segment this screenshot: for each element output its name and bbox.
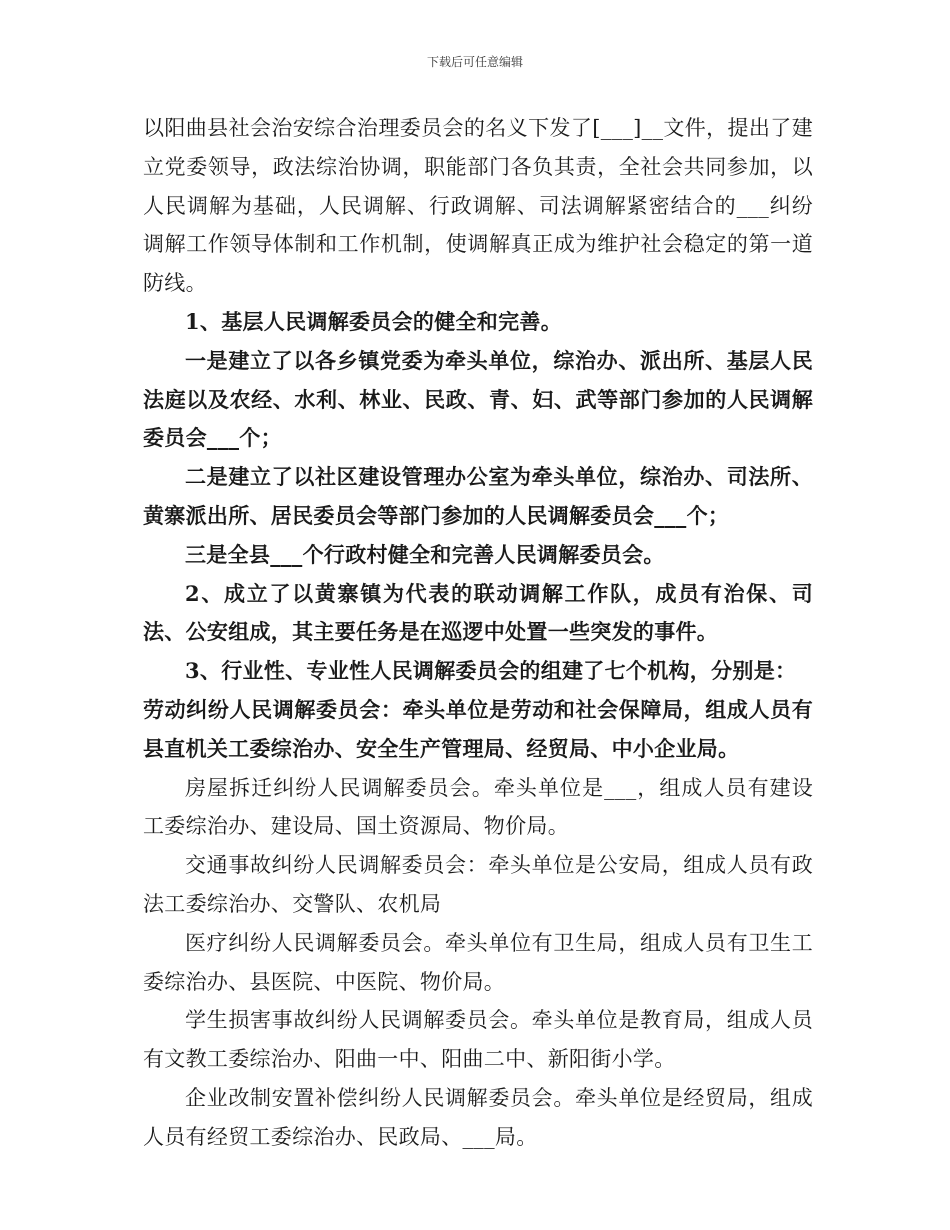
paragraph-traffic: 交通事故纠纷人民调解委员会：牵头单位是公安局，组成人员有政法工委综治办、交警队、农机局 [143,853,813,916]
paragraph-item-3: 三是全县___个行政村健全和完善人民调解委员会。 [185,541,665,567]
page-header: 下载后可任意编辑 [426,55,523,69]
document-body [143,109,813,1157]
heading-2: 2、成立了以黄寨镇为代表的联动调解工作队，成员有治保、司法、公安组成，其主要任务是在巡逻中处置一些突发的事件。 [143,580,813,645]
paragraph-medical: 医疗纠纷人民调解委员会。牵头单位有卫生局，组成人员有卫生工委综治办、县医院、中医院、物价局。 [143,930,813,994]
paragraph-item-1: 一是建立了以各乡镇党委为牵头单位，综治办、派出所、基层人民法庭以及农经、水利、林业、民政、青、妇、武等部门参加的人民调解委员会___个； [143,347,813,451]
paragraph-enterprise: 企业改制安置补偿纠纷人民调解委员会。牵头单位是经贸局，组成人员有经贸工委综治办、民政局、___局。 [143,1085,813,1149]
paragraph-intro: 以阳曲县社会治安综合治理委员会的名义下发了[___]__文件，提出了建立党委领导，政法综治协调，职能部门各负其责，全社会共同参加，以人民调解为基础，人民调解、行政调解、司法调解紧密结合的___纠纷调解工作领导体制和工作机制，使调解真正成为维护社会稳定的第一道防线。 [143,116,813,296]
heading-1: 1、基层人民调解委员会的健全和完善。 [185,308,563,334]
paragraph-labor: 劳动纠纷人民调解委员会：牵头单位是劳动和社会保障局，组成人员有县直机关工委综治办、安全生产管理局、经贸局、中小企业局。 [143,696,813,761]
paragraph-student: 学生损害事故纠纷人民调解委员会。牵头单位是教育局，组成人员有文教工委综治办、阳曲一中、阳曲二中、新阳街小学。 [143,1008,813,1072]
heading-3: 3、行业性、专业性人民调解委员会的组建了七个机构，分别是： [185,658,797,684]
paragraph-housing: 房屋拆迁纠纷人民调解委员会。牵头单位是___，组成人员有建设工委综治办、建设局、国土资源局、物价局。 [143,775,813,839]
paragraph-item-2: 二是建立了以社区建设管理办公室为牵头单位，综治办、司法所、黄寨派出所、居民委员会等部门参加的人民调解委员会___个； [143,464,813,528]
